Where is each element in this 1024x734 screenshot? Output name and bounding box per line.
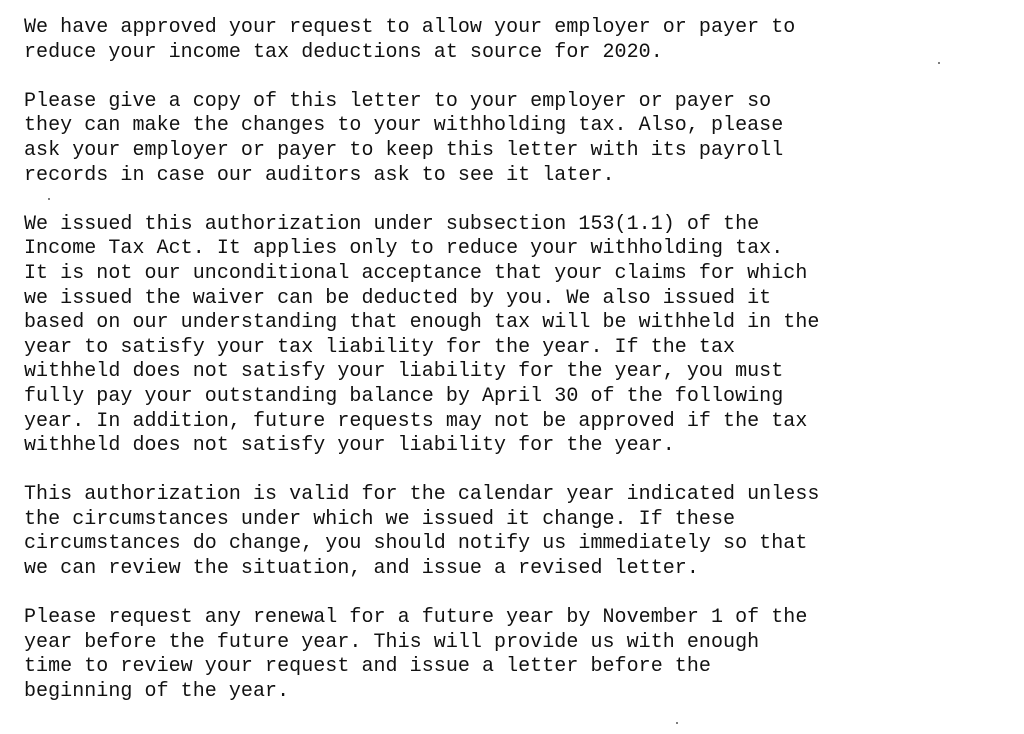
text-line: circumstances do change, you should notify us immediately so that — [24, 532, 808, 556]
text-line: We have approved your request to allow your employer or payer to — [24, 16, 796, 39]
scan-speck — [48, 198, 50, 200]
text-line: Income Tax Act. It applies only to reduce your withholding tax. — [24, 237, 784, 261]
text-line: they can make the changes to your withholding tax. Also, please — [24, 114, 784, 138]
text-line: ask your employer or payer to keep this letter with its payroll — [24, 138, 784, 162]
text-line: we issued the waiver can be deducted by you. We also issued it — [24, 286, 772, 310]
text-line: This authorization is valid for the calendar year indicated unless — [24, 483, 820, 507]
scan-speck — [938, 62, 940, 64]
letter-body — [24, 16, 1014, 729]
text-line: year before the future year. This will provide us with enough — [24, 630, 760, 654]
scan-speck — [676, 722, 678, 724]
text-line: records in case our auditors ask to see it later. — [24, 163, 615, 187]
text-line: year. In addition, future requests may not be approved if the tax — [24, 409, 808, 433]
text-line: It is not our unconditional acceptance that your claims for which — [24, 261, 808, 285]
text-line: time to review your request and issue a letter before the — [24, 655, 711, 679]
text-line: withheld does not satisfy your liability for the year, you must — [24, 360, 784, 384]
text-line: Please request any renewal for a future year by November 1 of the — [24, 606, 808, 630]
text-line: Please give a copy of this letter to your employer or payer so — [24, 89, 772, 113]
text-line: fully pay your outstanding balance by April 30 of the following — [24, 384, 784, 408]
text-line: beginning of the year. — [24, 680, 290, 704]
paragraph-authorization-terms — [24, 213, 1014, 459]
text-line: reduce your income tax deductions at source for 2020. — [24, 40, 663, 64]
text-line: year to satisfy your tax liability for the year. If the tax — [24, 335, 736, 359]
paragraph-approval — [24, 16, 1014, 65]
text-line: the circumstances under which we issued it change. If these — [24, 507, 736, 531]
text-line: We issued this authorization under subsection 153(1.1) of the — [24, 212, 760, 236]
text-line: withheld does not satisfy your liability for the year. — [24, 434, 675, 458]
text-line: based on our understanding that enough tax will be withheld in the — [24, 311, 820, 335]
text-line: we can review the situation, and issue a revised letter. — [24, 557, 699, 581]
paragraph-validity — [24, 483, 1014, 581]
paragraph-employer-copy — [24, 90, 1014, 188]
paragraph-renewal — [24, 606, 1014, 704]
